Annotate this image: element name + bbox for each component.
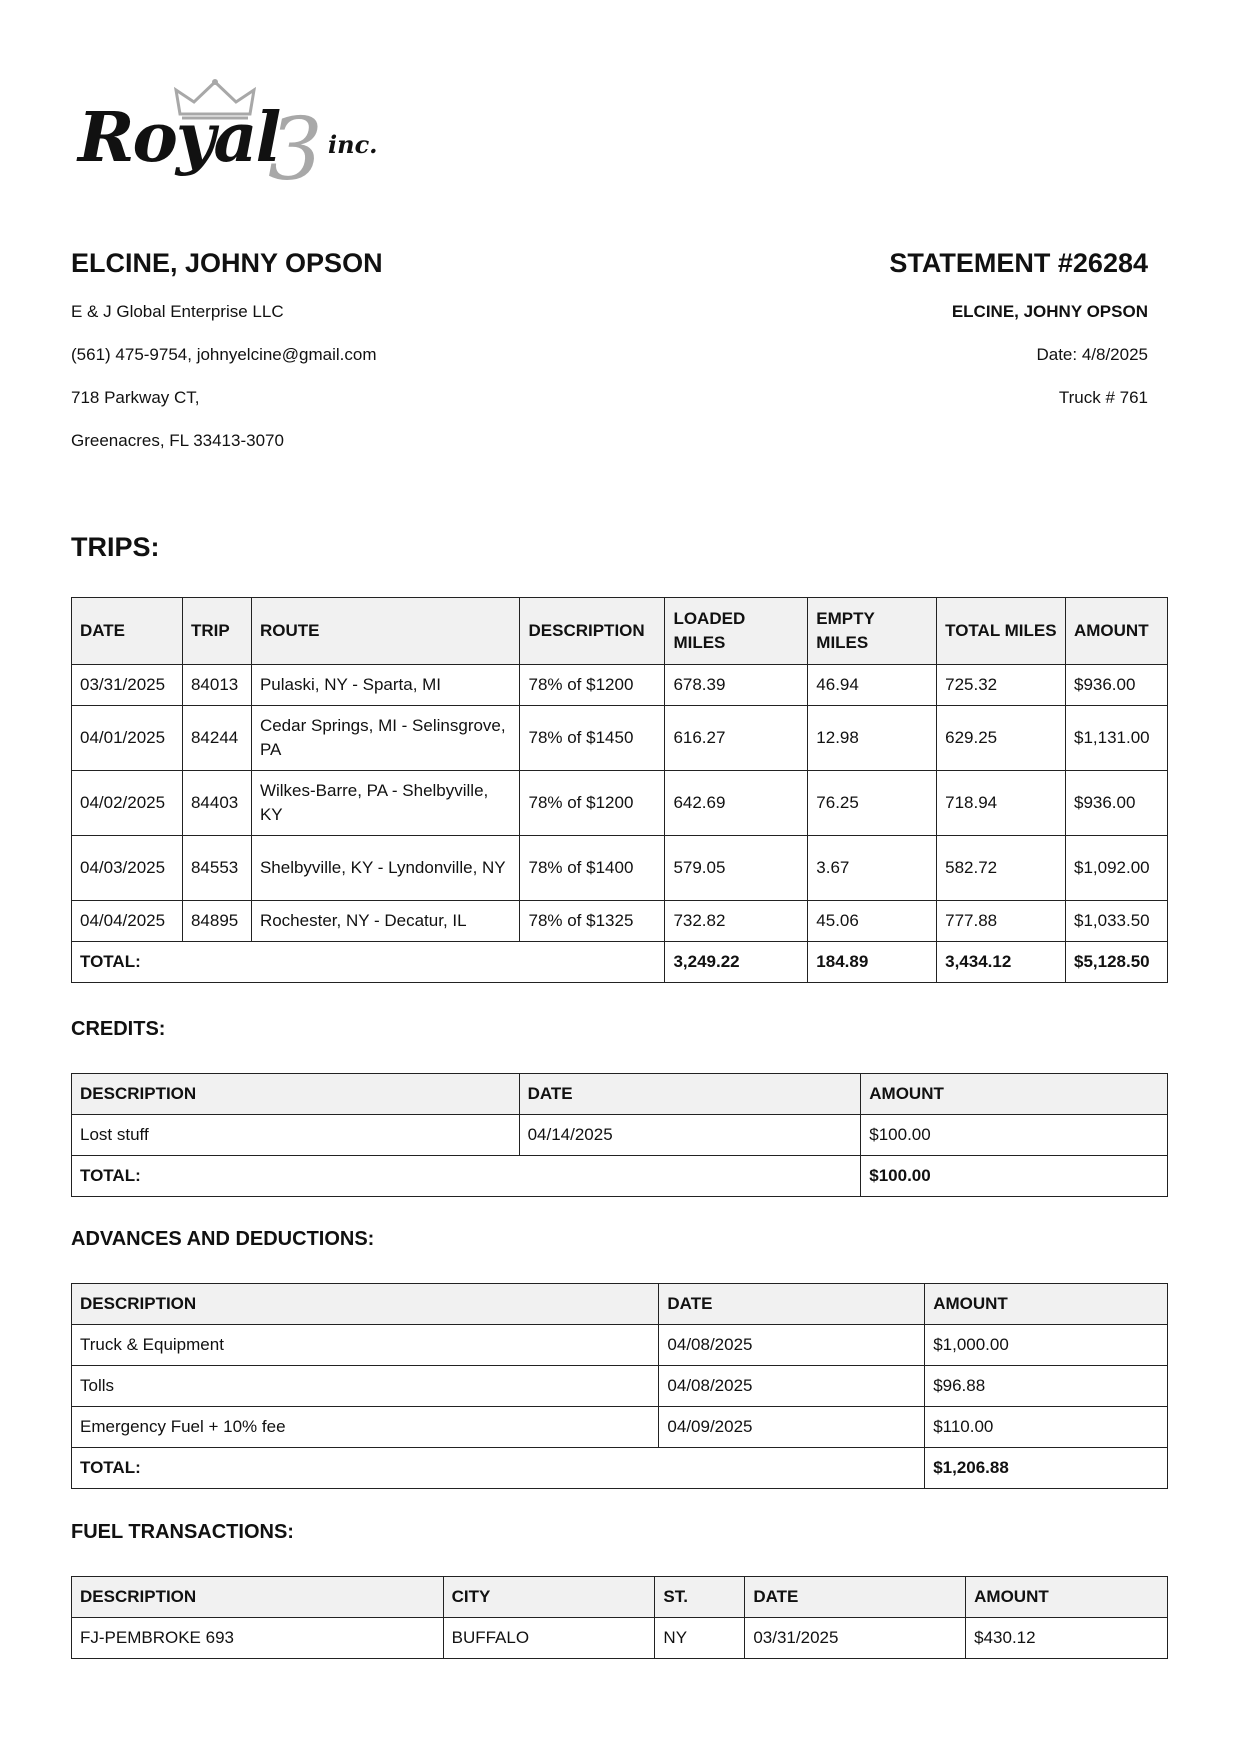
trips-cell: $1,033.50	[1065, 901, 1167, 942]
deductions-cell: $1,000.00	[925, 1325, 1168, 1366]
credits-header-row	[72, 1074, 1168, 1115]
trips-cell: 04/03/2025	[72, 836, 183, 901]
trips-cell: 718.94	[937, 771, 1066, 836]
statement-title: STATEMENT #26284	[889, 248, 1148, 278]
fuel-table	[71, 1576, 1168, 1659]
fuel-heading: FUEL TRANSACTIONS:	[71, 1521, 294, 1543]
statement-info	[889, 248, 1148, 429]
trips-cell: Shelbyville, KY - Lyndonville, NY	[251, 836, 520, 901]
total-amount: $1,206.88	[925, 1448, 1168, 1489]
trips-column-header: EMPTY MILES	[808, 598, 937, 665]
trips-cell: 78% of $1200	[520, 665, 665, 706]
fuel-cell: NY	[655, 1618, 745, 1659]
deductions-cell: Truck & Equipment	[72, 1325, 659, 1366]
fuel-column-header: AMOUNT	[966, 1577, 1168, 1618]
trips-cell: 04/04/2025	[72, 901, 183, 942]
trips-column-header: LOADED MILES	[665, 598, 808, 665]
deductions-cell: Tolls	[72, 1366, 659, 1407]
trips-header-row	[72, 598, 1168, 665]
table-row	[72, 665, 1168, 706]
fuel-column-header: DESCRIPTION	[72, 1577, 444, 1618]
company-logo	[78, 78, 388, 200]
deductions-table	[71, 1283, 1168, 1489]
trips-cell: 579.05	[665, 836, 808, 901]
table-row	[72, 836, 1168, 901]
driver-name: ELCINE, JOHNY OPSON	[71, 248, 383, 278]
driver-address-line1: 718 Parkway CT,	[71, 388, 200, 407]
credits-heading: CREDITS:	[71, 1018, 166, 1040]
credits-cell: $100.00	[861, 1115, 1168, 1156]
credits-table	[71, 1073, 1168, 1197]
statement-name: ELCINE, JOHNY OPSON	[951, 302, 1148, 321]
deductions-cell: 04/08/2025	[659, 1366, 925, 1407]
trips-column-header: DESCRIPTION	[520, 598, 665, 665]
trips-cell: 732.82	[665, 901, 808, 942]
trips-heading: TRIPS:	[71, 532, 160, 562]
total-amount: $100.00	[861, 1156, 1168, 1197]
total-loaded-miles: 3,249.22	[665, 942, 808, 983]
logo-suffix: inc.	[328, 130, 378, 159]
statement-date: Date: 4/8/2025	[1036, 345, 1148, 364]
deductions-cell: 04/08/2025	[659, 1325, 925, 1366]
trips-cell: $1,092.00	[1065, 836, 1167, 901]
credits-column-header: DESCRIPTION	[72, 1074, 520, 1115]
trips-cell: 642.69	[665, 771, 808, 836]
total-label: TOTAL:	[72, 1156, 861, 1197]
statement-truck: Truck # 761	[1058, 388, 1148, 407]
trips-cell: Pulaski, NY - Sparta, MI	[251, 665, 520, 706]
trips-cell: 725.32	[937, 665, 1066, 706]
trips-cell: 616.27	[665, 706, 808, 771]
trips-column-header: TRIP	[182, 598, 251, 665]
trips-cell: $936.00	[1065, 665, 1167, 706]
credits-cell: 04/14/2025	[519, 1115, 861, 1156]
deductions-heading: ADVANCES AND DEDUCTIONS:	[71, 1228, 375, 1250]
trips-cell: 777.88	[937, 901, 1066, 942]
trips-column-header: TOTAL MILES	[937, 598, 1066, 665]
trips-cell: Cedar Springs, MI - Selinsgrove, PA	[251, 706, 520, 771]
total-amount: $5,128.50	[1065, 942, 1167, 983]
driver-company: E & J Global Enterprise LLC	[71, 302, 284, 321]
trips-cell: 78% of $1200	[520, 771, 665, 836]
deductions-column-header: AMOUNT	[925, 1284, 1168, 1325]
trips-cell: 45.06	[808, 901, 937, 942]
fuel-cell: 03/31/2025	[745, 1618, 966, 1659]
fuel-cell: BUFFALO	[443, 1618, 655, 1659]
fuel-cell: $430.12	[966, 1618, 1168, 1659]
trips-cell: 84013	[182, 665, 251, 706]
deductions-column-header: DESCRIPTION	[72, 1284, 659, 1325]
table-row	[72, 771, 1168, 836]
total-miles: 3,434.12	[937, 942, 1066, 983]
trips-cell: 03/31/2025	[72, 665, 183, 706]
credits-cell: Lost stuff	[72, 1115, 520, 1156]
total-label: TOTAL:	[72, 1448, 925, 1489]
total-empty-miles: 184.89	[808, 942, 937, 983]
credits-column-header: AMOUNT	[861, 1074, 1168, 1115]
trips-cell: 76.25	[808, 771, 937, 836]
deductions-cell: 04/09/2025	[659, 1407, 925, 1448]
trips-cell: 582.72	[937, 836, 1066, 901]
driver-address-line2: Greenacres, FL 33413-3070	[71, 431, 284, 450]
trips-cell: $936.00	[1065, 771, 1167, 836]
trips-cell: 3.67	[808, 836, 937, 901]
deductions-cell: Emergency Fuel + 10% fee	[72, 1407, 659, 1448]
trips-cell: 78% of $1450	[520, 706, 665, 771]
fuel-column-header: CITY	[443, 1577, 655, 1618]
trips-table	[71, 597, 1168, 983]
trips-cell: 84244	[182, 706, 251, 771]
trips-cell: 678.39	[665, 665, 808, 706]
trips-cell: 46.94	[808, 665, 937, 706]
table-row	[72, 1325, 1168, 1366]
fuel-cell: FJ-PEMBROKE 693	[72, 1618, 444, 1659]
table-row	[72, 901, 1168, 942]
driver-contact: (561) 475-9754, johnyelcine@gmail.com	[71, 345, 377, 364]
trips-cell: 78% of $1325	[520, 901, 665, 942]
deductions-total-row	[72, 1448, 1168, 1489]
deductions-header-row	[72, 1284, 1168, 1325]
trips-cell: Rochester, NY - Decatur, IL	[251, 901, 520, 942]
deductions-column-header: DATE	[659, 1284, 925, 1325]
table-row	[72, 1366, 1168, 1407]
table-row	[72, 1618, 1168, 1659]
logo-word: Royal	[78, 98, 280, 178]
trips-cell: 84403	[182, 771, 251, 836]
driver-info	[71, 248, 383, 472]
table-row	[72, 706, 1168, 771]
trips-cell: 04/01/2025	[72, 706, 183, 771]
trips-cell: $1,131.00	[1065, 706, 1167, 771]
trips-cell: 629.25	[937, 706, 1066, 771]
trips-cell: 78% of $1400	[520, 836, 665, 901]
fuel-column-header: ST.	[655, 1577, 745, 1618]
trips-cell: 84895	[182, 901, 251, 942]
trips-cell: 04/02/2025	[72, 771, 183, 836]
fuel-header-row	[72, 1577, 1168, 1618]
trips-column-header: ROUTE	[251, 598, 520, 665]
trips-cell: 12.98	[808, 706, 937, 771]
table-row	[72, 1407, 1168, 1448]
table-row	[72, 1115, 1168, 1156]
credits-column-header: DATE	[519, 1074, 861, 1115]
deductions-cell: $110.00	[925, 1407, 1168, 1448]
credits-total-row	[72, 1156, 1168, 1197]
total-label: TOTAL:	[72, 942, 665, 983]
fuel-column-header: DATE	[745, 1577, 966, 1618]
trips-total-row	[72, 942, 1168, 983]
trips-column-header: DATE	[72, 598, 183, 665]
trips-column-header: AMOUNT	[1065, 598, 1167, 665]
trips-cell: 84553	[182, 836, 251, 901]
trips-cell: Wilkes-Barre, PA - Shelbyville, KY	[251, 771, 520, 836]
deductions-cell: $96.88	[925, 1366, 1168, 1407]
logo-numeral: 3	[268, 100, 323, 200]
